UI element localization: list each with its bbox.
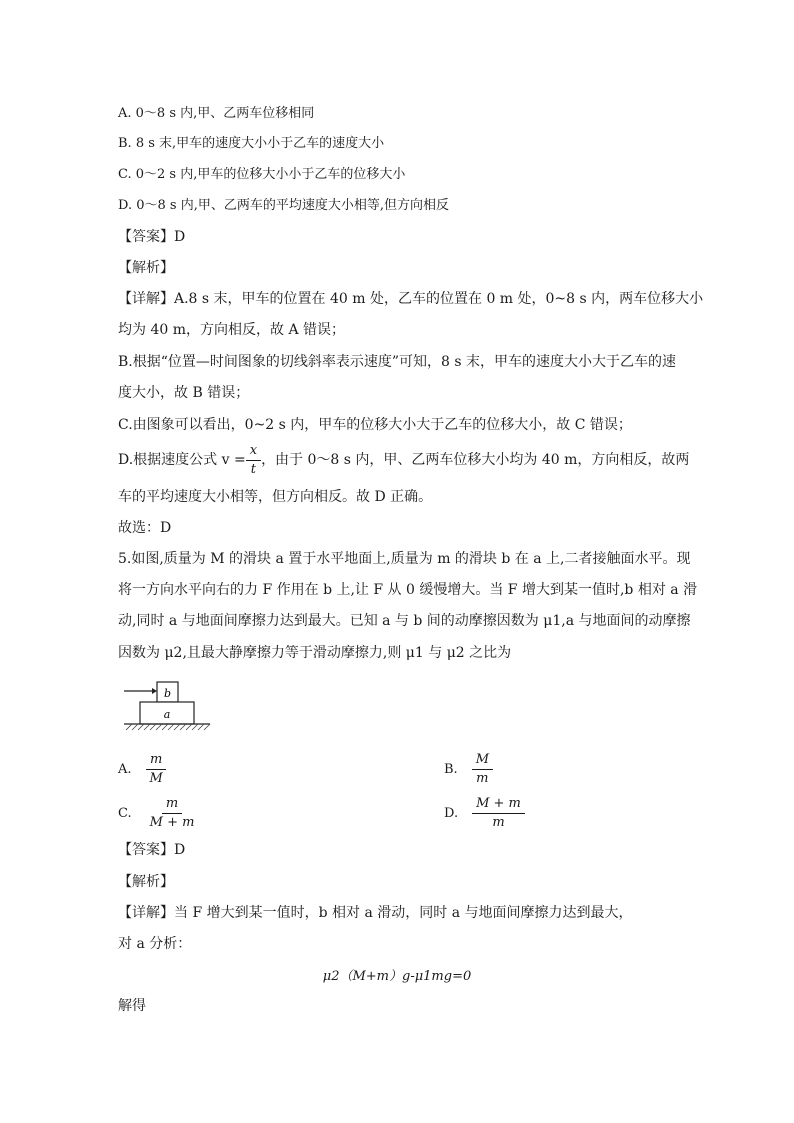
- option-b-q5-label: B.: [444, 762, 458, 777]
- velocity-fraction: [246, 443, 261, 478]
- block-a-label: a: [163, 708, 171, 721]
- answer-q4: 【答案】D: [118, 229, 186, 245]
- equation-q5: μ2（M+m）g-μ1mg=0: [322, 969, 472, 984]
- fraction-denominator: M: [149, 771, 163, 786]
- option-c-q5-fraction: [146, 796, 199, 831]
- option-c-q5-label: C.: [118, 806, 132, 821]
- fraction-numerator: m: [162, 796, 182, 814]
- detail-q4-line-2: 均为 40 m，方向相反，故 A 错误；: [118, 322, 346, 338]
- option-d-q5-fraction: [472, 796, 525, 831]
- fraction-numerator: x: [246, 443, 261, 461]
- option-d-q5: [444, 796, 525, 831]
- detail-q4-line-7: 车的平均速度大小相等，但方向相反。故 D 正确。: [118, 489, 433, 505]
- detail-q5-line-2: 对 a 分析：: [118, 936, 192, 952]
- force-arrow-head: [152, 688, 157, 694]
- question-5-line-2: 将一方向水平向右的力 F 作用在 b 上,让 F 从 0 缓慢增大。当 F 增大到某一值时,b 相对 a 滑: [118, 582, 698, 598]
- detail-q4-line-4: 度大小，故 B 错误；: [118, 385, 250, 401]
- fraction-numerator: m: [146, 752, 166, 770]
- blocks-figure: [122, 680, 212, 736]
- question-5-line-1: 5.如图,质量为 M 的滑块 a 置于水平地面上,质量为 m 的滑块 b 在 a 上,二者接触面水平。现: [118, 551, 691, 567]
- option-c-q5: [118, 796, 198, 831]
- question-5-line-4: 因数为 μ2,且最大静摩擦力等于滑动摩擦力,则 μ1 与 μ2 之比为: [118, 645, 512, 661]
- option-c-q4: C. 0～2 s 内,甲车的位移大小小于乙车的位移大小: [118, 167, 406, 182]
- fraction-denominator: M + m: [149, 815, 195, 830]
- option-b-q5: [444, 752, 493, 787]
- fraction-numerator: M: [472, 752, 493, 770]
- answer-q5: 【答案】D: [118, 842, 186, 858]
- formula-suffix: ，由于 0～8 s 内，甲、乙两车位移大小均为 40 m，方向相反，故两: [261, 452, 690, 468]
- analysis-label-q5: 【解析】: [118, 874, 174, 890]
- question-5-line-3: 动,同时 a 与地面间摩擦力达到最大。已知 a 与 b 间的动摩擦因数为 μ1,a 与地面间的动摩擦: [118, 613, 691, 629]
- option-d-q4: D. 0～8 s 内,甲、乙两车的平均速度大小相等,但方向相反: [118, 198, 449, 213]
- fraction-denominator: t: [250, 461, 256, 477]
- option-b-q4: B. 8 s 末,甲车的速度大小小于乙车的速度大小: [118, 136, 385, 151]
- detail-q4-line-3: B.根据“位置—时间图象的切线斜率表示速度”可知，8 s 末，甲车的速度大小大于乙车的速: [118, 354, 677, 370]
- option-d-q5-label: D.: [444, 806, 459, 821]
- fraction-denominator: m: [492, 815, 505, 830]
- choose-q4: 故选：D: [118, 520, 172, 536]
- detail-q5-line-1: 【详解】当 F 增大到某一值时，b 相对 a 滑动，同时 a 与地面间摩擦力达到最大，: [118, 905, 633, 921]
- option-a-q5-fraction: [146, 752, 167, 787]
- detail-q4-line-1: 【详解】A.8 s 末，甲车的位置在 40 m 处，乙车的位置在 0 m 处，0~8 s 内，两车位移大小: [118, 291, 704, 307]
- option-a-q4: A. 0～8 s 内,甲、乙两车位移相同: [118, 106, 315, 121]
- detail-q4-line-5: C.由图象可以看出，0~2 s 内，甲车的位移大小大于乙车的位移大小，故 C 错误；: [118, 417, 632, 433]
- ground-hatching: [126, 724, 210, 730]
- detail-q5-line-3: 解得: [118, 998, 146, 1014]
- analysis-label-q4: 【解析】: [118, 260, 174, 276]
- option-a-q5-label: A.: [118, 762, 132, 777]
- option-a-q5: [118, 752, 167, 787]
- detail-q4-line-6: [118, 442, 689, 478]
- fraction-denominator: m: [476, 771, 489, 786]
- block-b-label: b: [163, 687, 172, 700]
- option-b-q5-fraction: [472, 752, 493, 787]
- formula-prefix: D.根据速度公式 v =: [118, 452, 246, 468]
- fraction-numerator: M + m: [472, 796, 525, 814]
